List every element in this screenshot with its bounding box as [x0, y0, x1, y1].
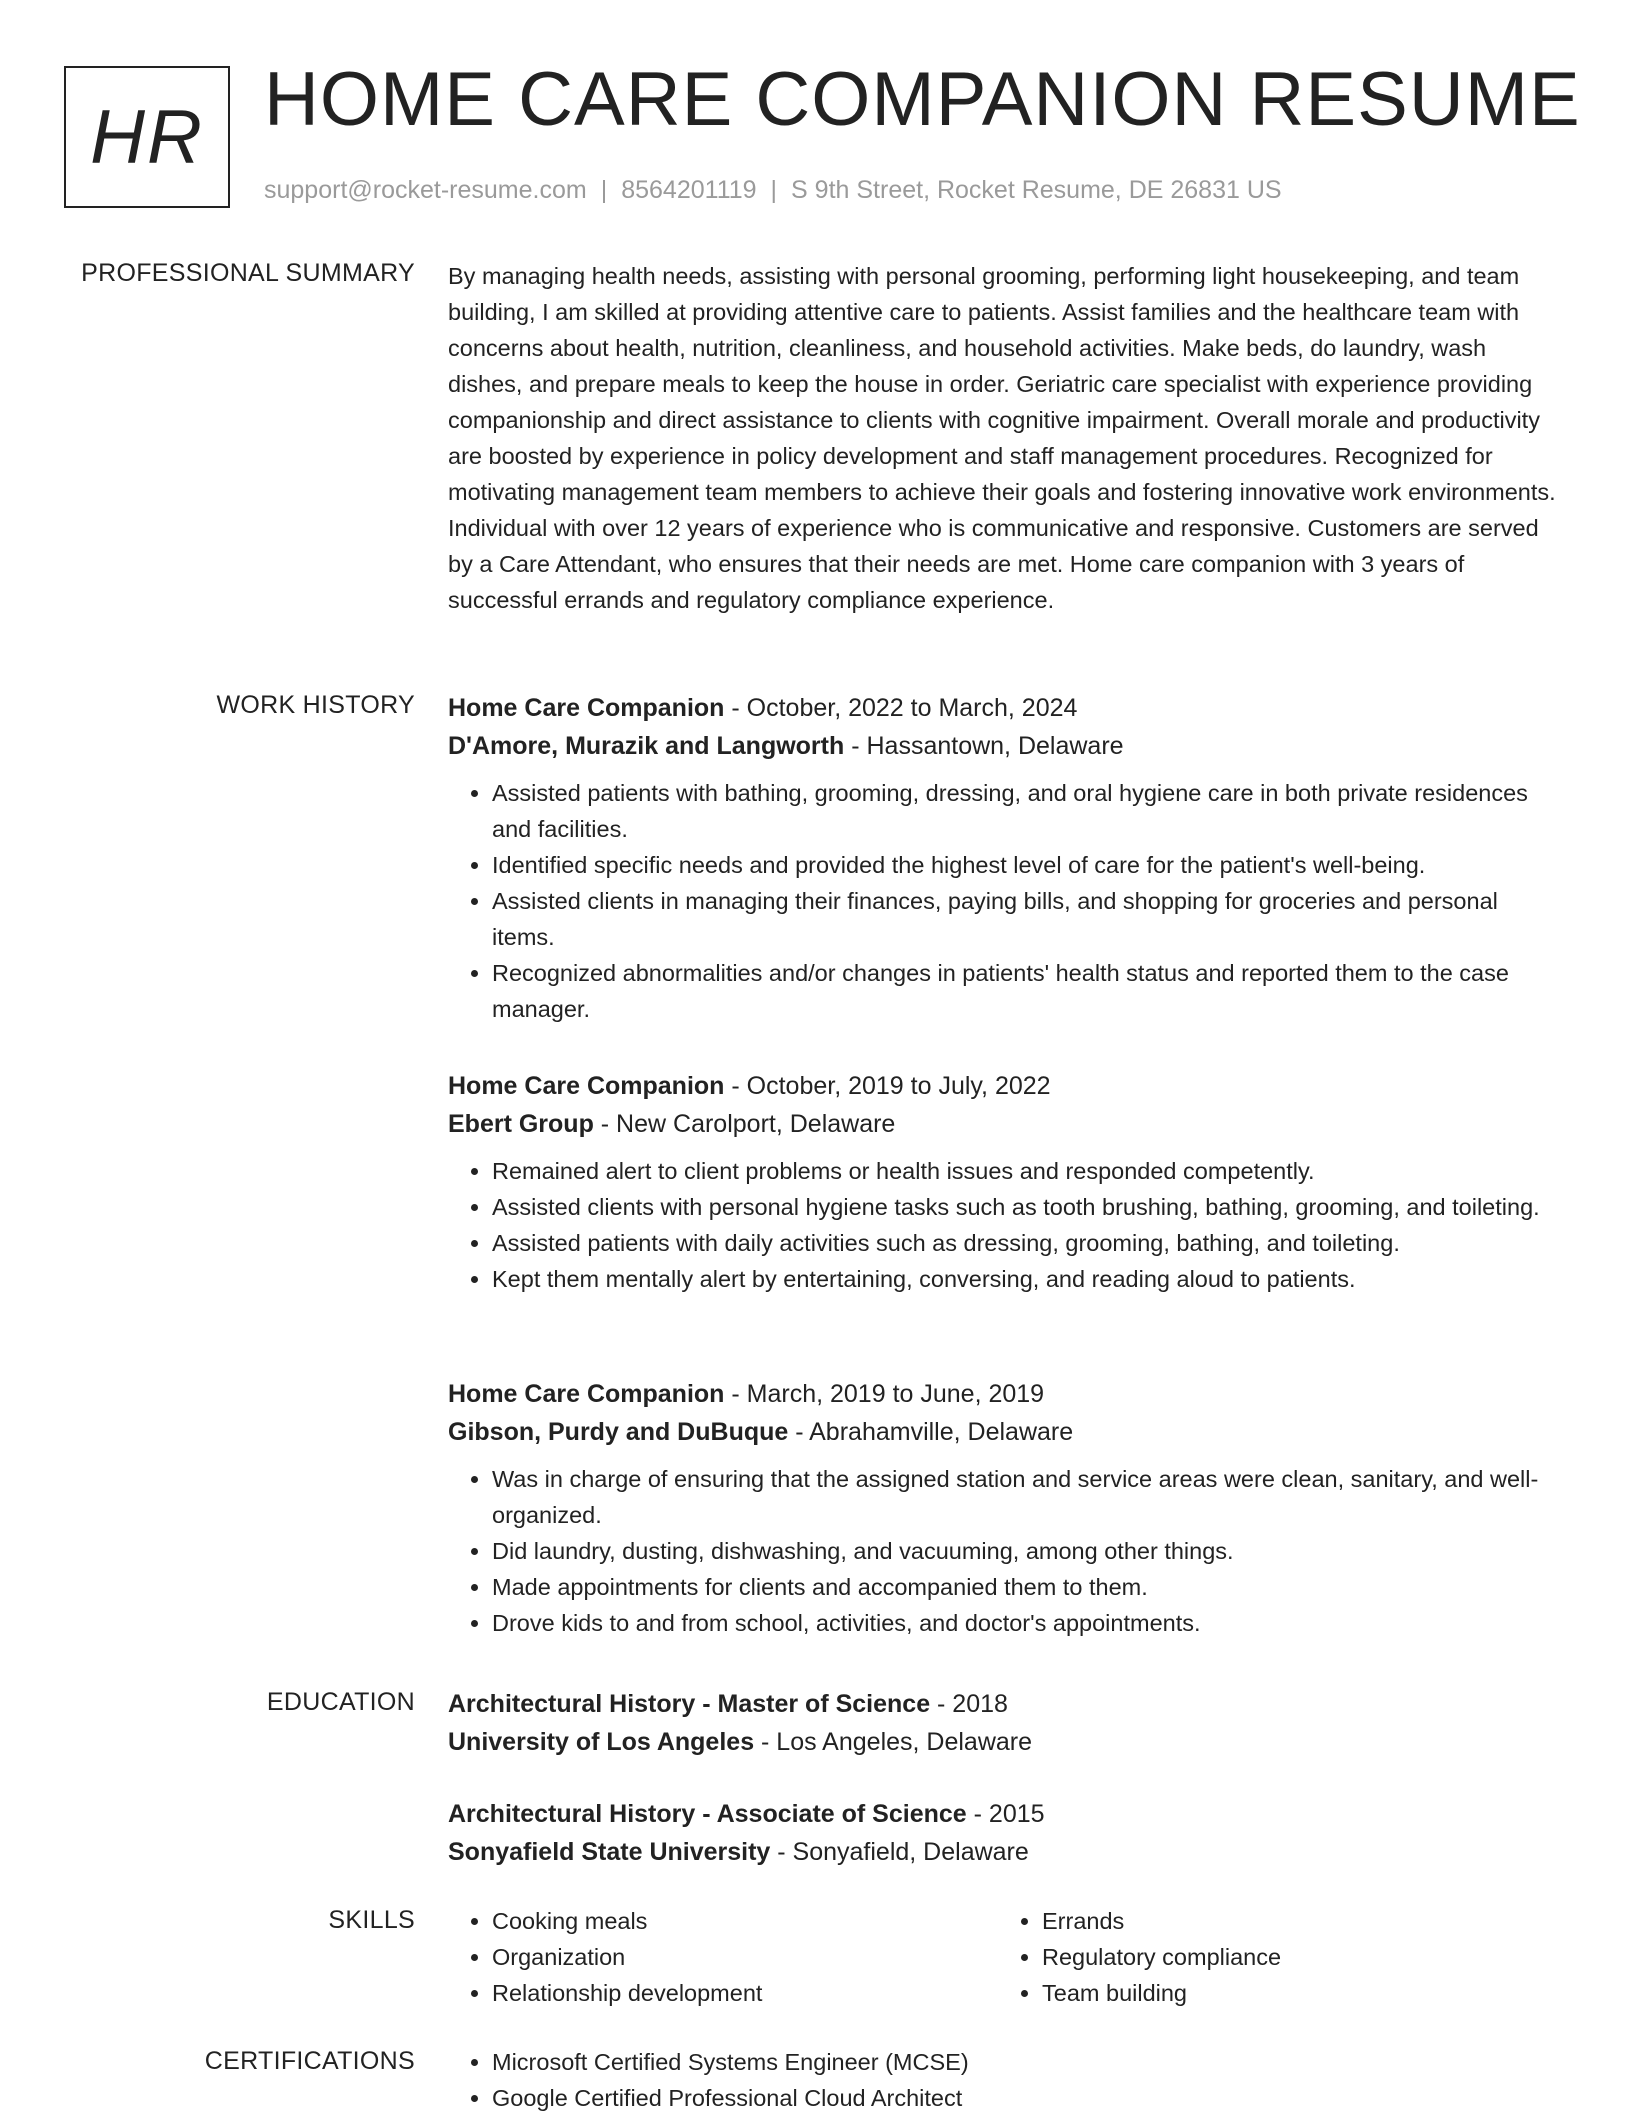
education-degree: Architectural History - Master of Science — [448, 1690, 931, 1718]
job-bullets — [448, 1461, 1560, 1641]
job-bullet: • Made appointments for clients and accompanied them to them. — [492, 1569, 1560, 1605]
job-bullets — [448, 1153, 1560, 1297]
job-bullet: • Kept them mentally alert by entertaining, conversing, and reading aloud to patients. — [492, 1261, 1560, 1297]
job-location: - Hassantown, Delaware — [844, 732, 1124, 760]
job-company: Gibson, Purdy and DuBuque — [448, 1418, 789, 1446]
section-label-skills: SKILLS — [328, 1906, 415, 1934]
contact-separator: | — [600, 176, 608, 204]
certifications-section — [448, 2044, 1560, 2116]
certification-item: • Microsoft Certified Systems Engineer (MCSE) — [492, 2044, 1560, 2080]
job-location: - Abrahamville, Delaware — [788, 1418, 1074, 1446]
job-entry — [448, 1067, 1560, 1297]
skills-list-left — [448, 1903, 998, 2011]
job-entry — [448, 1375, 1560, 1641]
education-entry — [448, 1795, 1560, 1871]
skills-section — [448, 1903, 1560, 2011]
education-school-line — [448, 1833, 1560, 1871]
job-title-line — [448, 1067, 1560, 1105]
contact-line — [264, 176, 1282, 205]
job-bullet: • Identified specific needs and provided the highest level of care for the patient's well-being. — [492, 847, 1560, 883]
education-school: Sonyafield State University — [448, 1838, 771, 1866]
job-dates: - October, 2022 to March, 2024 — [724, 694, 1078, 722]
contact-email: support@rocket-resume.com — [264, 176, 587, 204]
skill-item: • Errands — [1042, 1903, 1548, 1939]
education-school-line — [448, 1723, 1560, 1761]
contact-address: S 9th Street, Rocket Resume, DE 26831 US — [791, 176, 1282, 204]
job-dates: - October, 2019 to July, 2022 — [724, 1072, 1051, 1100]
skill-item: • Organization — [492, 1939, 998, 1975]
monogram-badge — [64, 66, 230, 208]
skill-item: • Team building — [1042, 1975, 1548, 2011]
education-entry — [448, 1685, 1560, 1761]
job-company: D'Amore, Murazik and Langworth — [448, 732, 845, 760]
job-bullet: • Assisted clients with personal hygiene tasks such as tooth brushing, bathing, grooming, and toileting. — [492, 1189, 1560, 1225]
summary-section — [448, 258, 1560, 618]
job-company-line — [448, 1413, 1560, 1451]
summary-text: By managing health needs, assisting with personal grooming, performing light housekeeping, and team building, I am skilled at providing attentive care to patients. Assist families and the healthcare team with concerns about health, nutrition, cleanliness, and household activities. Make beds, do laundry, wash dishes, and prepare meals to keep the house in order. Geriatric care specialist with experience providing companionship and direct assistance to clients with cognitive impairment. Overall morale and productivity are boosted by experience in policy development and staff management procedures. Recognized for motivating management team members to achieve their goals and fostering innovative work environments. Individual with over 12 years of experience who is communicative and responsive. Customers are served by a Care Attendant, who ensures that their needs are met. Home care companion with 3 years of successful errands and regulatory compliance experience. — [448, 263, 1556, 613]
education-degree-line — [448, 1685, 1560, 1723]
job-bullet: • Drove kids to and from school, activities, and doctor's appointments. — [492, 1605, 1560, 1641]
section-label-work-history: WORK HISTORY — [216, 691, 415, 719]
job-bullet: • Assisted patients with bathing, grooming, dressing, and oral hygiene care in both private residences and facilities. — [492, 775, 1560, 847]
section-label-certifications: CERTIFICATIONS — [204, 2047, 415, 2075]
monogram-initials: HR — [90, 94, 204, 180]
job-bullet: • Assisted patients with daily activities such as dressing, grooming, bathing, and toileting. — [492, 1225, 1560, 1261]
skills-list-right — [998, 1903, 1548, 2011]
job-bullet: • Remained alert to client problems or health issues and responded competently. — [492, 1153, 1560, 1189]
skill-item: • Relationship development — [492, 1975, 998, 2011]
skill-item: • Regulatory compliance — [1042, 1939, 1548, 1975]
resume-title: HOME CARE COMPANION RESUME — [264, 57, 1581, 142]
job-company: Ebert Group — [448, 1110, 594, 1138]
job-title-line — [448, 689, 1560, 727]
education-degree: Architectural History - Associate of Science — [448, 1800, 967, 1828]
education-year: - 2018 — [930, 1690, 1008, 1718]
skill-item: • Cooking meals — [492, 1903, 998, 1939]
job-title-line — [448, 1375, 1560, 1413]
job-entry — [448, 689, 1560, 1027]
education-degree-line — [448, 1795, 1560, 1833]
education-year: - 2015 — [966, 1800, 1045, 1828]
job-bullet: • Assisted clients in managing their finances, paying bills, and shopping for groceries and personal items. — [492, 883, 1560, 955]
job-title: Home Care Companion — [448, 1072, 725, 1100]
certification-item: • Google Certified Professional Cloud Architect — [492, 2080, 1560, 2116]
job-title: Home Care Companion — [448, 694, 725, 722]
job-bullets — [448, 775, 1560, 1027]
job-dates: - March, 2019 to June, 2019 — [724, 1380, 1045, 1408]
skills-columns — [448, 1903, 1560, 2011]
contact-phone: 8564201119 — [621, 176, 757, 204]
education-school: University of Los Angeles — [448, 1728, 755, 1756]
contact-separator: | — [770, 176, 778, 204]
job-title: Home Care Companion — [448, 1380, 725, 1408]
job-bullet: • Was in charge of ensuring that the assigned station and service areas were clean, sanitary, and well-organized. — [492, 1461, 1560, 1533]
job-location: - New Carolport, Delaware — [593, 1110, 896, 1138]
job-company-line — [448, 1105, 1560, 1143]
education-location: - Sonyafield, Delaware — [770, 1838, 1029, 1866]
certifications-list — [448, 2044, 1560, 2116]
section-label-summary: PROFESSIONAL SUMMARY — [81, 259, 415, 287]
job-company-line — [448, 727, 1560, 765]
education-location: - Los Angeles, Delaware — [754, 1728, 1033, 1756]
job-bullet: • Recognized abnormalities and/or changes in patients' health status and reported them to the case manager. — [492, 955, 1560, 1027]
job-bullet: • Did laundry, dusting, dishwashing, and vacuuming, among other things. — [492, 1533, 1560, 1569]
section-label-education: EDUCATION — [266, 1688, 415, 1716]
